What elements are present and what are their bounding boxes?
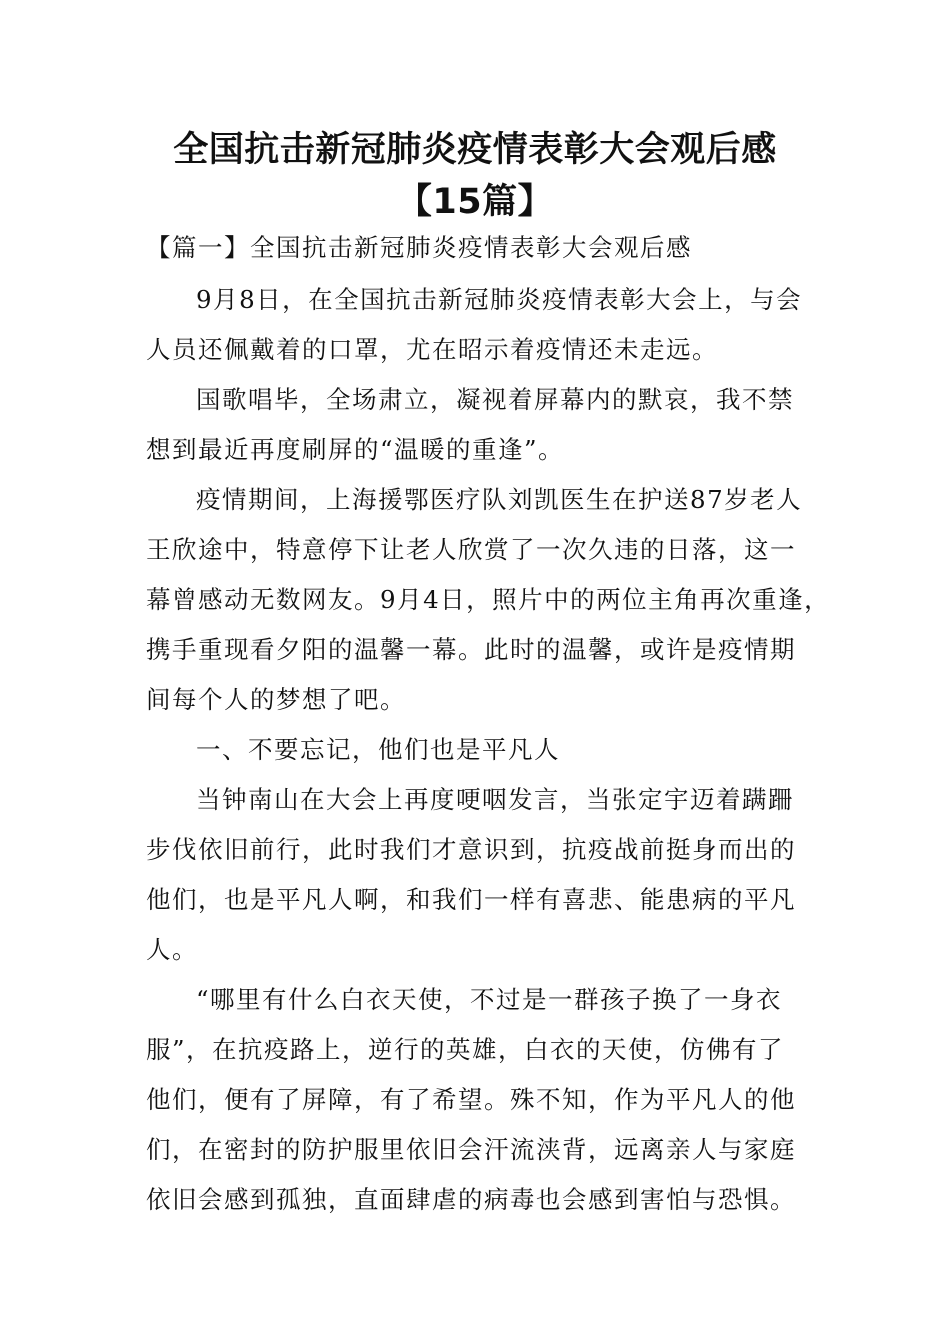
document-title: 全国抗击新冠肺炎疫情表彰大会观后感 [173, 130, 777, 170]
paragraph-line: “哪里有什么白衣天使，不过是一群孩子换了一身衣 [196, 985, 783, 1014]
paragraph-line: 依旧会感到孤独，直面肆虐的病毒也会感到害怕与恐惧。 [146, 1185, 796, 1214]
paragraph-line: 人员还佩戴着的口罩，尤在昭示着疫情还未走远。 [146, 335, 718, 364]
paragraph-line: 王欣途中，特意停下让老人欣赏了一次久违的日落，这一 [146, 535, 796, 564]
paragraph-line: 想到最近再度刷屏的“温暖的重逢”。 [146, 435, 565, 464]
document-title-count: 【15篇】 [396, 182, 554, 222]
paragraph-line: 步伐依旧前行，此时我们才意识到，抗疫战前挺身而出的 [146, 835, 796, 864]
paragraph-line: 国歌唱毕，全场肃立，凝视着屏幕内的默哀，我不禁 [196, 385, 794, 414]
paragraph-line: 疫情期间，上海援鄂医疗队刘凯医生在护送87岁老人 [196, 485, 803, 514]
paragraph-line: 服”，在抗疫路上，逆行的英雄，白衣的天使，仿佛有了 [146, 1035, 785, 1064]
paragraph-line: 9月8日，在全国抗击新冠肺炎疫情表彰大会上，与会 [196, 285, 803, 314]
paragraph-line: 他们，便有了屏障，有了希望。殊不知，作为平凡人的他 [146, 1085, 796, 1114]
paragraph-line: 携手重现看夕阳的温馨一幕。此时的温馨，或许是疫情期 [146, 635, 796, 664]
paragraph-line: 们，在密封的防护服里依旧会汗流浃背，远离亲人与家庭 [146, 1135, 796, 1164]
paragraph-line: 他们，也是平凡人啊，和我们一样有喜悲、能患病的平凡 [146, 885, 796, 914]
subsection-heading: 一、不要忘记，他们也是平凡人 [196, 735, 560, 764]
paragraph-line: 人。 [146, 935, 198, 964]
section-heading: 【篇一】全国抗击新冠肺炎疫情表彰大会观后感 [146, 233, 692, 262]
paragraph-line: 间每个人的梦想了吧。 [146, 685, 406, 714]
paragraph-line: 幕曾感动无数网友。9月4日，照片中的两位主角再次重逢， [146, 585, 831, 614]
paragraph-line: 当钟南山在大会上再度哽咽发言，当张定宇迈着蹒跚 [196, 785, 794, 814]
